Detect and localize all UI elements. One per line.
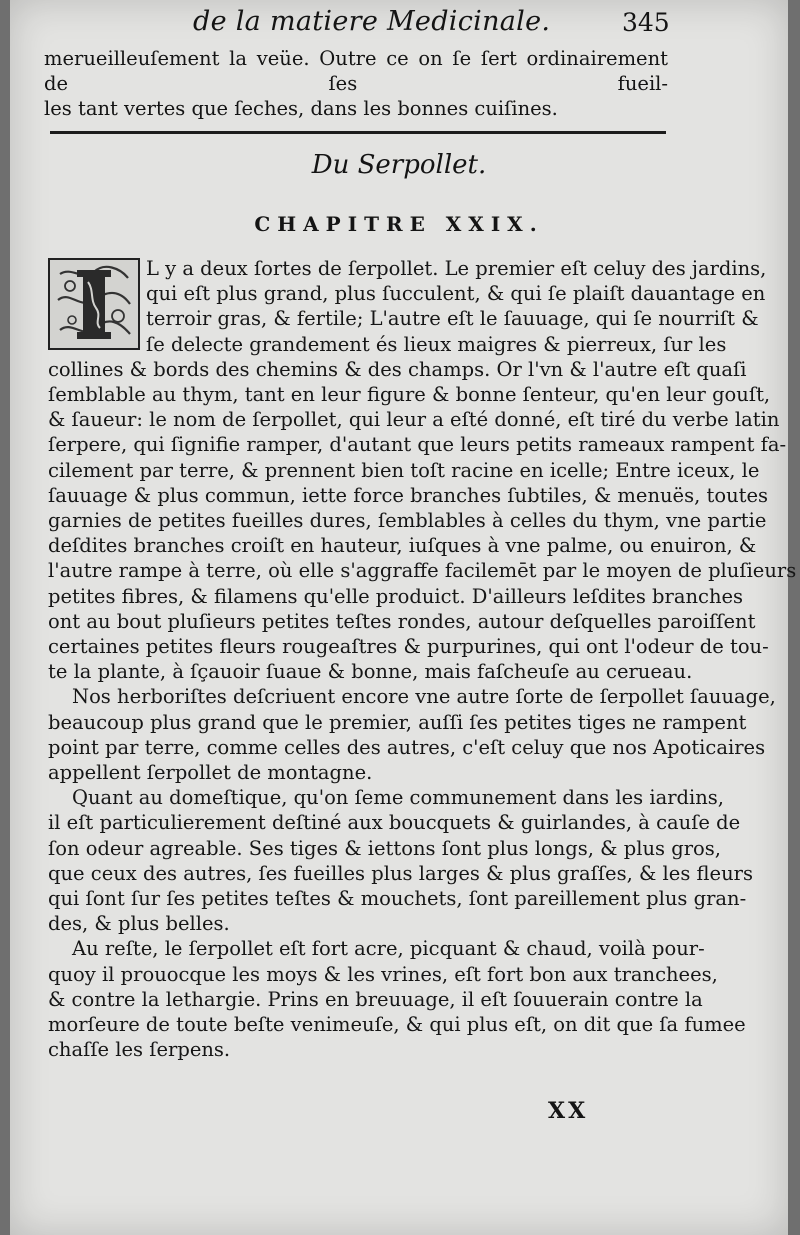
text-line: & contre la lethargie. Prins en breuuage, il eſt ſouuerain contre la <box>48 987 703 1011</box>
text-line: l'autre rampe à terre, où elle s'aggraffe facilemēt par le moyen de pluſieurs <box>48 559 797 583</box>
chapter-number: CHAPITRE XXIX. <box>254 212 544 236</box>
carryover-text <box>44 46 668 121</box>
text-line: garnies de petites fueilles dures, ſemblables à celles du thym, vne partie <box>48 509 767 533</box>
text-line: beaucoup plus grand que le premier, auſſi ſes petites tiges ne rampent <box>48 710 747 734</box>
text-line: ſemblable au thym, tant en leur figure & bonne ſenteur, qu'en leur gouſt, <box>48 383 771 407</box>
text-line: que ceux des autres, ſes fueilles plus larges & plus graſſes, & les fleurs <box>48 861 753 885</box>
text-line: ont au bout pluſieurs petites teſtes rondes, autour deſquelles paroiſſent <box>48 609 756 633</box>
text-line: qui ſont ſur ſes petites teſtes & mouchets, ſont pareillement plus gran- <box>48 887 747 911</box>
text-line: point par terre, comme celles des autres, c'eſt celuy que nos Apoticaires <box>48 735 766 759</box>
carryover-line: merueilleuſement la veüe. Outre ce on ſe ſert ordinairement de ſes fueil- <box>44 47 668 95</box>
text-line: Au reſte, le ſerpollet eſt fort acre, picquant & chaud, voilà pour- <box>72 937 705 961</box>
text-line: certaines petites fleurs rougeaſtres & purpurines, qui ont l'odeur de tou- <box>48 635 769 659</box>
text-line: collines & bords des chemins & des champs. Or l'vn & l'autre eſt quaſi <box>48 357 747 381</box>
chapter-body <box>48 256 797 1063</box>
text-line: cilement par terre, & prennent bien toſt racine en icelle; Entre iceux, le <box>48 458 760 482</box>
text-line: Quant au domeſtique, qu'on ſeme communement dans les iardins, <box>72 786 725 810</box>
text-line: deſdites branches croiſt en hauteur, iuſques à vne palme, ou enuiron, & <box>48 534 757 558</box>
text-line: ſon odeur agreable. Ses tiges & iettons ſont plus longs, & plus gros, <box>48 836 721 860</box>
text-line: L y a deux ſortes de ſerpollet. Le premier eſt celuy des jardins, <box>146 257 767 280</box>
text-line: ſerpere, qui ſignifie ramper, d'autant que leurs petits rameaux rampent fa- <box>48 433 787 457</box>
text-line: appellent ſerpollet de montagne. <box>48 761 373 785</box>
text-line: il eſt particulierement deſtiné aux boucquets & guirlandes, à cauſe de <box>48 811 741 835</box>
text-line: quoy il prouocque les moys & les vrines, eſt fort bon aux tranchees, <box>48 962 718 986</box>
text-line: terroir gras, & fertile; L'autre eſt le ſauuage, qui ſe nourriſt & <box>146 307 759 331</box>
running-head <box>10 6 788 40</box>
book-page <box>10 0 797 1235</box>
text-line: ſauuage & plus commun, iette force branches ſubtiles, & menuës, toutes <box>48 483 769 507</box>
text-line: morſeure de toute beſte venimeuſe, & qui plus eſt, on dit que ſa fumee <box>48 1013 746 1037</box>
catchword: XX <box>548 1098 589 1124</box>
chapter-title: Du Serpollet. <box>311 150 487 180</box>
text-line: qui eſt plus grand, plus ſucculent, & qui ſe plaiſt dauantage en <box>146 282 766 306</box>
page-number: 345 <box>622 8 670 37</box>
carryover-line: les tant vertes que ſeches, dans les bonnes cuiſines. <box>44 97 558 120</box>
running-title: de la matiere Medicinale. <box>193 6 551 37</box>
text-line: te la plante, à ſçauoir ſuaue & bonne, mais faſcheuſe au cerueau. <box>48 660 693 684</box>
text-line: Nos herboriſtes deſcriuent encore vne autre ſorte de ſerpollet ſauuage, <box>72 685 776 709</box>
text-line: petites fibres, & filamens qu'elle produict. D'ailleurs leſdites branches <box>48 584 744 608</box>
text-line: ſe delecte grandement és lieux maigres & pierreux, ſur les <box>146 332 727 356</box>
text-line: & ſaueur: le nom de ſerpollet, qui leur a eſté donné, eſt tiré du verbe latin <box>48 408 780 432</box>
text-line: chaſſe les ſerpens. <box>48 1038 231 1062</box>
text-line: des, & plus belles. <box>48 912 230 936</box>
chapter-rule <box>50 131 666 134</box>
